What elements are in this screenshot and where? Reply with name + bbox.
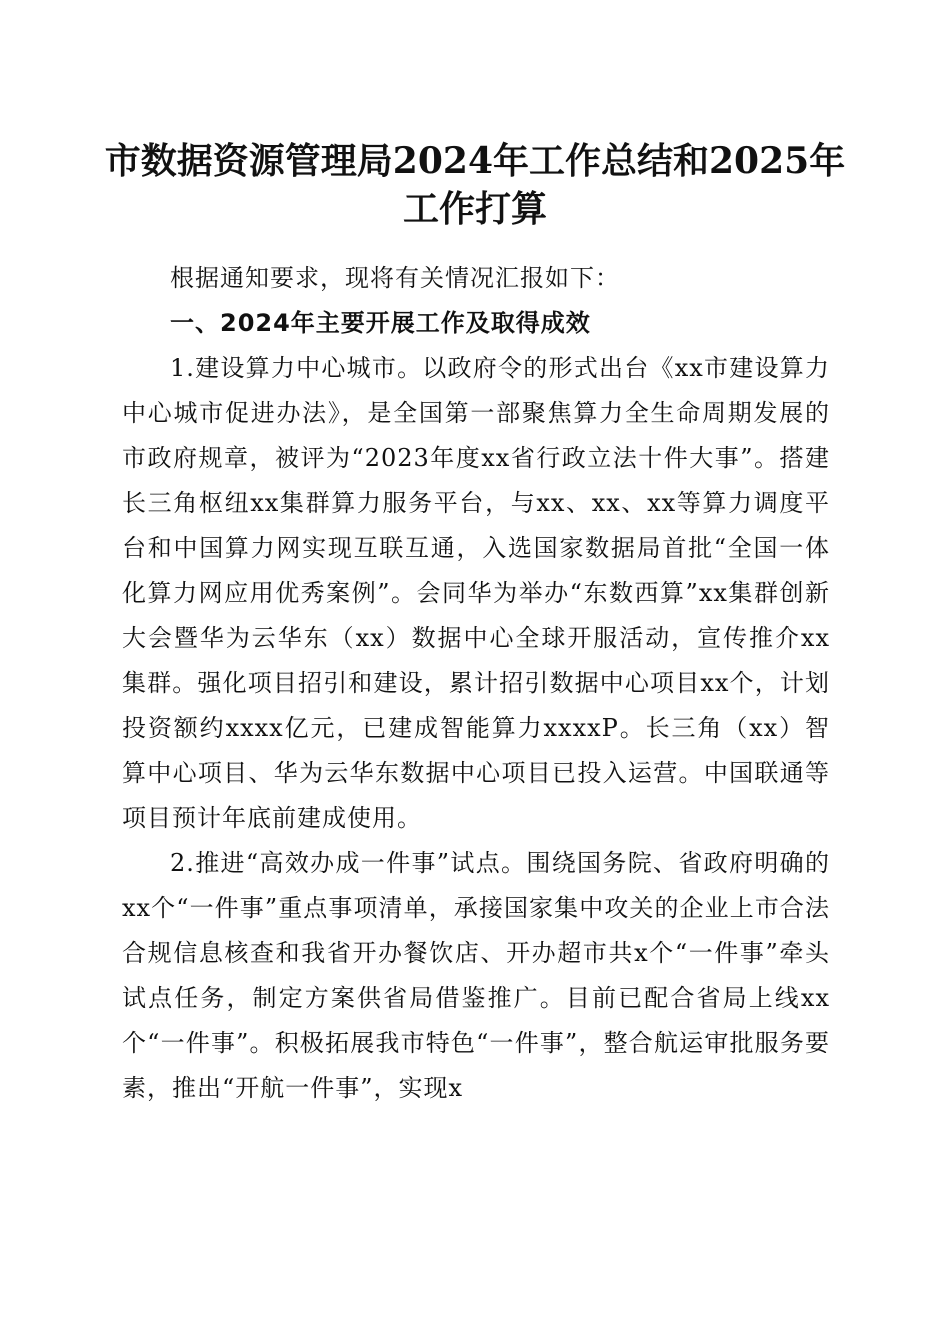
intro-paragraph: 根据通知要求，现将有关情况汇报如下： <box>170 264 620 292</box>
document-body <box>122 256 830 1111</box>
item-1-paragraph: 1.建设算力中心城市。以政府令的形式出台《xx市建设算力中心城市促进办法》，是全国第一部聚焦算力全生命周期发展的市政府规章，被评为“2023年度xx省行政立法十件大事”。搭建长三角枢纽xx集群算力服务平台，与xx、xx、xx等算力调度平台和中国算力网实现互联互通，入选国家数据局首批“全国一体化算力网应用优秀案例”。会同华为举办“东数西算”xx集群创新大会暨华为云华东（xx）数据中心全球开服活动，宣传推介xx集群。强化项目招引和建设，累计招引数据中心项目xx个，计划投资额约xxxx亿元，已建成智能算力xxxxP。长三角（xx）智算中心项目、华为云华东数据中心项目已投入运营。中国联通等项目预计年底前建成使用。 <box>122 354 830 832</box>
document-title-line-2: 工作打算 <box>402 188 547 230</box>
document-title-line-1: 市数据资源管理局2024年工作总结和2025年 <box>104 140 846 182</box>
section-1-heading: 一、2024年主要开展工作及取得成效 <box>170 309 591 337</box>
item-2-paragraph: 2.推进“高效办成一件事”试点。围绕国务院、省政府明确的xx个“一件事”重点事项清单，承接国家集中攻关的企业上市合法合规信息核查和我省开办餐饮店、开办超市共x个“一件事”牵头试点任务，制定方案供省局借鉴推广。目前已配合省局上线xx个“一件事”。积极拓展我市特色“一件事”，整合航运审批服务要素，推出“开航一件事”，实现x <box>122 849 830 1102</box>
